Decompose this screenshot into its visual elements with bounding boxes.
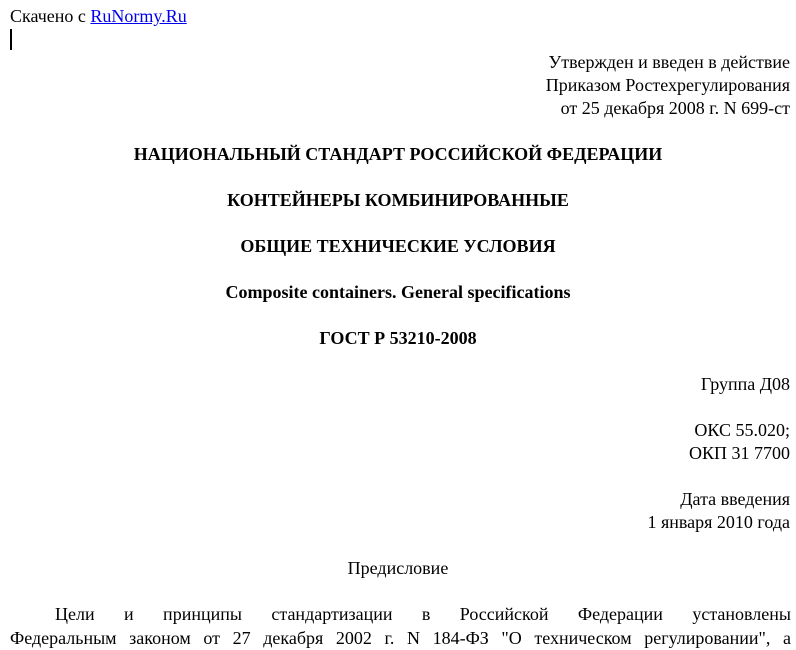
preface-paragraph [10,602,791,650]
preface-heading: Предисловие [347,558,449,578]
preface-line-1: Цели и принципы стандартизации в Российской Федерации установлены [55,604,791,624]
national-standard-title: НАЦИОНАЛЬНЫЙ СТАНДАРТ РОССИЙСКОЙ ФЕДЕРАЦИИ [133,144,663,164]
download-source [10,5,187,27]
gost-code: ГОСТ Р 53210-2008 [319,328,477,348]
okp-code: ОКП 31 7700 [688,443,790,463]
text-cursor [10,29,12,50]
english-title: Composite containers. General specifications [225,282,571,302]
group-code: Группа Д08 [700,374,790,394]
approval-line-3: от 25 декабря 2008 г. N 699-ст [560,98,790,118]
approval-line-1: Утвержден и введен в действие [548,52,790,72]
intro-date-value: 1 января 2010 года [647,512,790,532]
standard-name: КОНТЕЙНЕРЫ КОМБИНИРОВАННЫЕ [227,190,569,210]
preface-line-2: Федеральным законом от 27 декабря 2002 г. N 184-ФЗ "О техническом регулировании", а [10,628,791,648]
intro-date-label: Дата введения [680,489,790,509]
download-prefix: Скачено с [10,6,86,26]
runormy-link[interactable]: RuNormy.Ru [90,6,187,26]
standard-subtitle: ОБЩИЕ ТЕХНИЧЕСКИЕ УСЛОВИЯ [240,236,556,256]
approval-line-2: Приказом Ростехрегулирования [545,75,790,95]
oks-code: ОКС 55.020; [694,420,790,440]
